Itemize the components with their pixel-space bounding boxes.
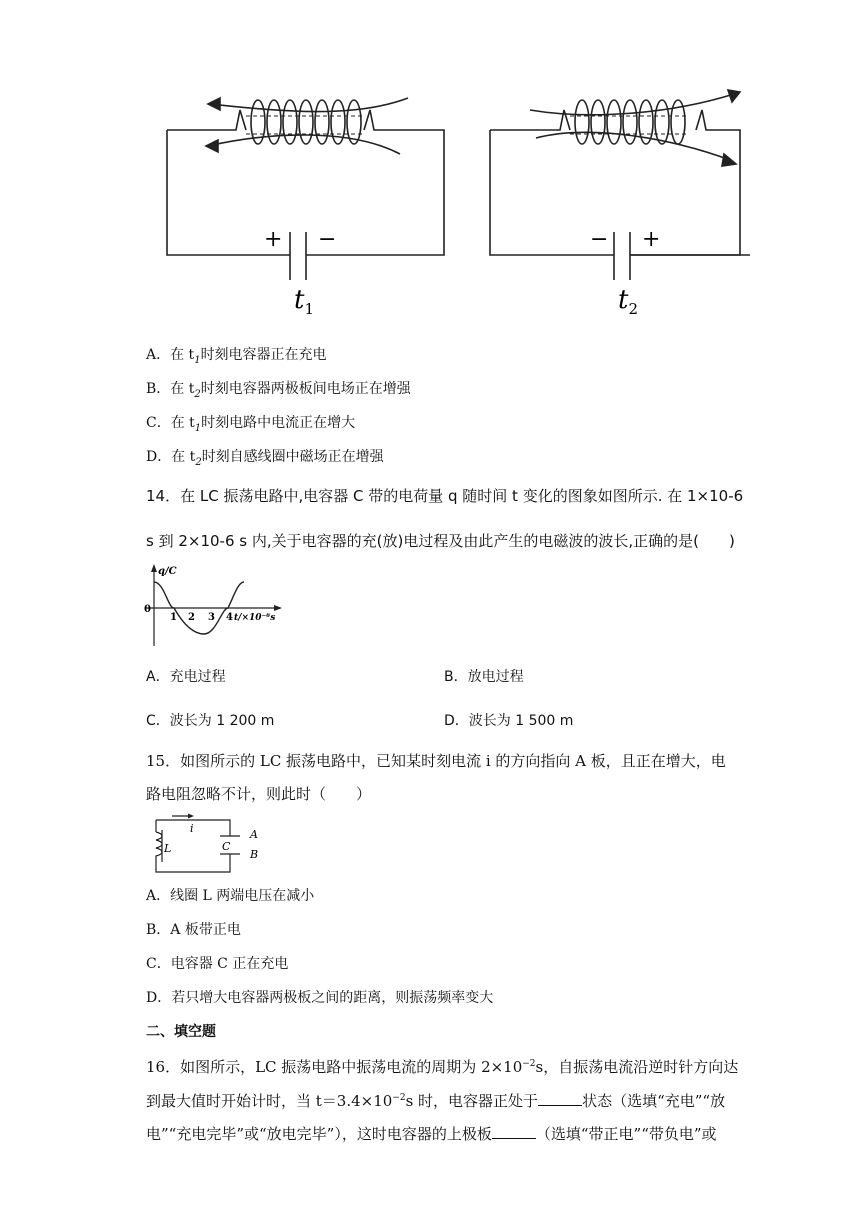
- label-t1: $t_1$: [294, 285, 314, 318]
- graph-ylabel: q/C: [158, 566, 177, 577]
- q15-option-b: B．A 板带正电: [146, 922, 241, 938]
- graph-tick-3: 3: [208, 612, 215, 623]
- q14-stem-line2: s 到 2×10-6 s 内,关于电容器的充(放)电过程及由此产生的电磁波的波长,正确的是( ): [146, 532, 735, 550]
- q15-stem-line2: 路电阻忽略不计，则此时（ ）: [146, 785, 372, 803]
- graph-tick-4: 4: [226, 612, 233, 623]
- section-heading: 二、填空题: [146, 1024, 216, 1040]
- q15-option-a: A．线圈 L 两端电压在减小: [146, 888, 315, 904]
- graph-origin: 0: [144, 604, 151, 615]
- q13-option-a: A．在 $t_1$时刻电容器正在充电: [146, 347, 327, 366]
- minus-sign-right: −: [590, 227, 609, 252]
- q13-option-d: D．在 $t_2$时刻自感线圈中磁场正在增强: [146, 449, 384, 468]
- circuit-label-B: B: [250, 848, 259, 861]
- q14-option-b: B．放电过程: [444, 669, 524, 685]
- answer-blank-2[interactable]: [492, 1124, 536, 1139]
- q15-stem-line1: 15．如图所示的 LC 振荡电路中，已知某时刻电流 i 的方向指向 A 板，且正在增大，电: [146, 752, 726, 770]
- circuit-label-i: i: [190, 822, 194, 835]
- q15-option-c: C．电容器 C 正在充电: [146, 956, 289, 972]
- q16-line3: 电”“充电完毕”或“放电完毕”），这时电容器的上极板 （选填“带正电”“带负电”或: [146, 1125, 717, 1143]
- graph-xlabel: t/×10⁻⁶s: [234, 613, 276, 623]
- q15-lc-circuit: [142, 812, 272, 878]
- right-circuit: [490, 90, 750, 280]
- circuit-label-C: C: [222, 840, 231, 853]
- label-t2: $t_2$: [618, 285, 638, 318]
- q14-stem-line1: 14．在 LC 振荡电路中,电容器 C 带的电荷量 q 随时间 t 变化的图象如图所示. 在 1×10-6: [146, 487, 744, 505]
- left-circuit: [167, 98, 444, 280]
- graph-tick-2: 2: [188, 612, 195, 623]
- q13-option-c: C．在 $t_1$时刻电路中电流正在增大: [146, 415, 356, 434]
- q16-line2: 到最大值时开始计时，当 $t=3.4\times 10^{-2}s$ 时，电容器正处于 状态（选填“充电”“放: [146, 1092, 726, 1110]
- q16-line1: 16．如图所示，LC 振荡电路中振荡电流的周期为 $2\times 10^{-2}s$，自振荡电流沿逆时针方向达: [146, 1058, 739, 1076]
- q14-option-d: D．波长为 1 500 m: [444, 713, 574, 729]
- answer-blank-1[interactable]: [538, 1091, 582, 1106]
- graph-tick-1: 1: [170, 612, 177, 623]
- q15-option-d: D．若只增大电容器两极板之间的距离，则振荡频率变大: [146, 990, 494, 1006]
- circuit-label-L: L: [164, 842, 172, 855]
- q14-option-a: A．充电过程: [146, 669, 226, 685]
- q13-option-b: B．在 $t_2$时刻电容器两极板间电场正在增强: [146, 381, 411, 400]
- circuit-label-A: A: [250, 828, 258, 841]
- q14-charge-graph: [142, 562, 292, 648]
- plus-sign-left: +: [264, 227, 283, 252]
- minus-sign-left: −: [318, 227, 337, 252]
- lc-circuits-figure: [150, 80, 750, 320]
- q14-option-c: C．波长为 1 200 m: [146, 713, 275, 729]
- plus-sign-right: +: [642, 227, 661, 252]
